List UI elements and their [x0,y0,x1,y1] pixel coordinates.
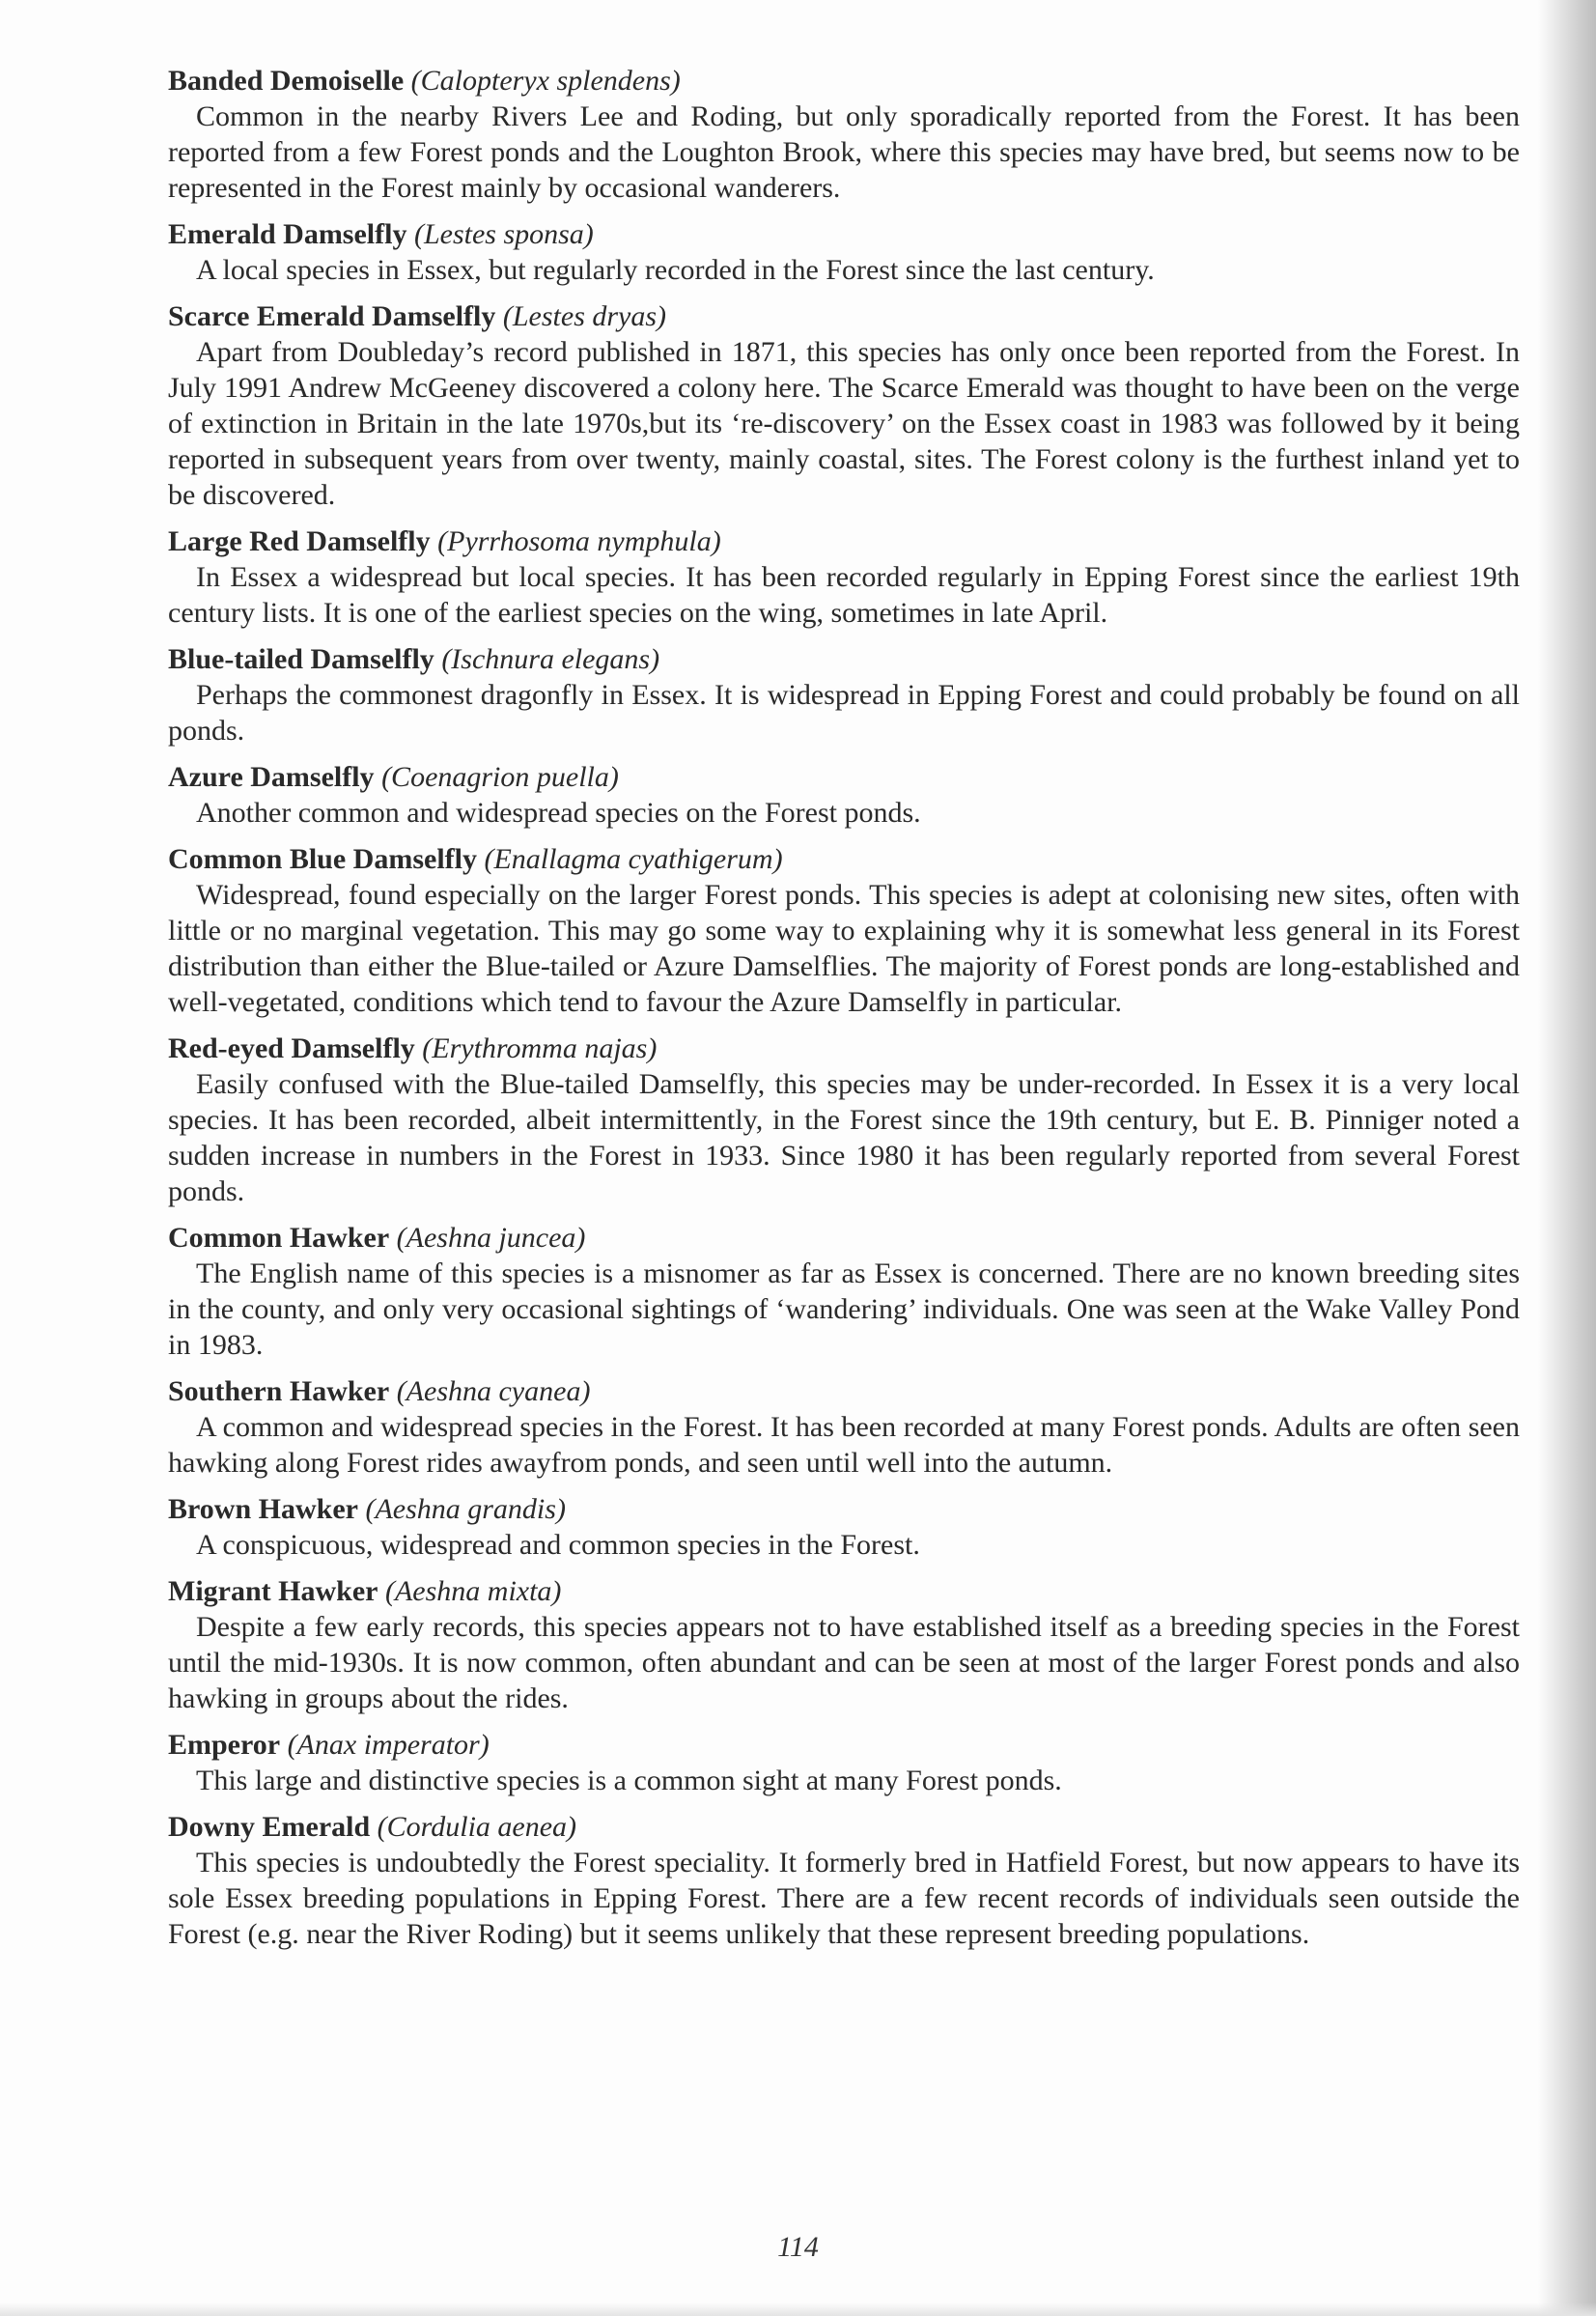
species-description: In Essex a widespread but local species. It has been recorded regularly in Epping Forest since the earliest 19th century lists. It is one of the earliest species on the wing, sometimes in late April. [168,561,1520,629]
scientific-name: (Coenagrion puella) [381,761,619,793]
scientific-name: (Aeshna grandis) [365,1493,566,1525]
species-entry [168,524,1520,631]
common-name: Blue-tailed Damselfly [168,643,434,675]
species-entry [168,299,1520,513]
scientific-name: (Pyrrhosoma nymphula) [437,525,721,557]
species-heading [168,1810,1520,1845]
common-name: Emerald Damselfly [168,218,407,250]
species-heading [168,1374,1520,1409]
species-entry [168,1031,1520,1209]
page-number: 114 [777,2231,819,2263]
species-heading [168,1574,1520,1609]
scientific-name: (Erythromma najas) [422,1032,658,1064]
species-description: The English name of this species is a misnomer as far as Essex is concerned. There are no known breeding sites in the county, and only very occasional sightings of ‘wandering’ individuals. One was seen at the Wake Valley Pond in 1983. [168,1257,1520,1361]
species-description: This large and distinctive species is a common sight at many Forest ponds. [196,1765,1062,1796]
species-heading [168,64,1520,99]
scientific-name: (Anax imperator) [287,1729,490,1761]
species-list [168,64,1520,1963]
species-heading [168,1728,1520,1763]
species-description: Another common and widespread species on the Forest ponds. [196,797,921,829]
scientific-name: (Aeshna cyanea) [396,1375,591,1407]
scientific-name: (Ischnura elegans) [441,643,660,675]
species-entry [168,842,1520,1020]
species-description: Perhaps the commonest dragonfly in Essex. It is widespread in Epping Forest and could probably be found on all ponds. [168,679,1520,747]
species-heading [168,1221,1520,1256]
species-description: Easily confused with the Blue-tailed Damselfly, this species may be under-recorded. In Essex it is a very local species. It has been recorded, albeit intermittently, in the Forest since the 19th century, but E. B. Pinniger noted a sudden increase in numbers in the Forest in 1933. Since 1980 it has been regularly reported from several Forest ponds. [168,1068,1520,1207]
page-bottom-shadow [0,2302,1596,2316]
species-entry [168,64,1520,206]
species-entry [168,1221,1520,1363]
species-description: This species is undoubtedly the Forest speciality. It formerly bred in Hatfield Forest, but now appears to have its sole Essex breeding populations in Epping Forest. There are a few recent records of individuals seen outside the Forest (e.g. near the River Roding) but it seems unlikely that these represent breeding populations. [168,1847,1520,1950]
common-name: Scarce Emerald Damselfly [168,300,496,332]
species-description: A local species in Essex, but regularly recorded in the Forest since the last century. [196,254,1155,286]
species-heading [168,1492,1520,1527]
scientific-name: (Enallagma cyathigerum) [484,843,783,875]
species-entry [168,217,1520,288]
species-description: A common and widespread species in the Forest. It has been recorded at many Forest ponds. Adults are often seen hawking along Forest rides awayfrom ponds, and seen until well into the autumn. [168,1411,1520,1479]
species-description: Despite a few early records, this species appears not to have established itself as a breeding species in the Forest until the mid-1930s. It is now common, often abundant and can be seen at most of the larger Forest ponds and also hawking in groups about the rides. [168,1611,1520,1714]
scientific-name: (Lestes dryas) [502,300,667,332]
common-name: Azure Damselfly [168,761,375,793]
species-heading [168,842,1520,877]
species-heading [168,1031,1520,1066]
scientific-name: (Aeshna juncea) [396,1222,586,1254]
scientific-name: (Lestes sponsa) [413,218,594,250]
species-heading [168,642,1520,677]
species-heading [168,760,1520,795]
scientific-name: (Calopteryx splendens) [410,65,681,97]
species-entry [168,1810,1520,1952]
species-entry [168,1492,1520,1563]
common-name: Southern Hawker [168,1375,390,1407]
species-heading [168,299,1520,334]
species-description: Widespread, found especially on the larger Forest ponds. This species is adept at colonising new sites, often with little or no marginal vegetation. This may go some way to explaining why it is somewhat less general in its Forest distribution than either the Blue-tailed or Azure Damselflies. The majority of Forest ponds are long-established and well-vegetated, conditions which tend to favour the Azure Damselfly in particular. [168,879,1520,1018]
species-entry [168,1728,1520,1798]
species-description: Common in the nearby Rivers Lee and Roding, but only sporadically reported from the Forest. It has been reported from a few Forest ponds and the Loughton Brook, where this species may have bred, but seems now to be represented in the Forest mainly by occasional wanderers. [168,100,1520,204]
species-heading [168,524,1520,559]
scientific-name: (Cordulia aenea) [377,1811,577,1843]
common-name: Common Blue Damselfly [168,843,477,875]
common-name: Common Hawker [168,1222,390,1254]
common-name: Brown Hawker [168,1493,358,1525]
common-name: Banded Demoiselle [168,65,405,97]
scientific-name: (Aeshna mixta) [384,1575,562,1607]
species-entry [168,1574,1520,1716]
page-edge-shadow [1538,0,1596,2316]
species-description: A conspicuous, widespread and common species in the Forest. [196,1529,920,1561]
common-name: Downy Emerald [168,1811,371,1843]
common-name: Red-eyed Damselfly [168,1032,415,1064]
species-entry [168,760,1520,831]
species-heading [168,217,1520,252]
species-entry [168,642,1520,748]
common-name: Large Red Damselfly [168,525,431,557]
common-name: Migrant Hawker [168,1575,378,1607]
species-entry [168,1374,1520,1481]
common-name: Emperor [168,1729,281,1761]
species-description: Apart from Doubleday’s record published in 1871, this species has only once been reported from the Forest. In July 1991 Andrew McGeeney discovered a colony here. The Scarce Emerald was thought to have been on the verge of extinction in Britain in the late 1970s,but its ‘re-discovery’ on the Essex coast in 1983 was followed by it being reported in subsequent years from over twenty, mainly coastal, sites. The Forest colony is the furthest inland yet to be discovered. [168,336,1520,511]
